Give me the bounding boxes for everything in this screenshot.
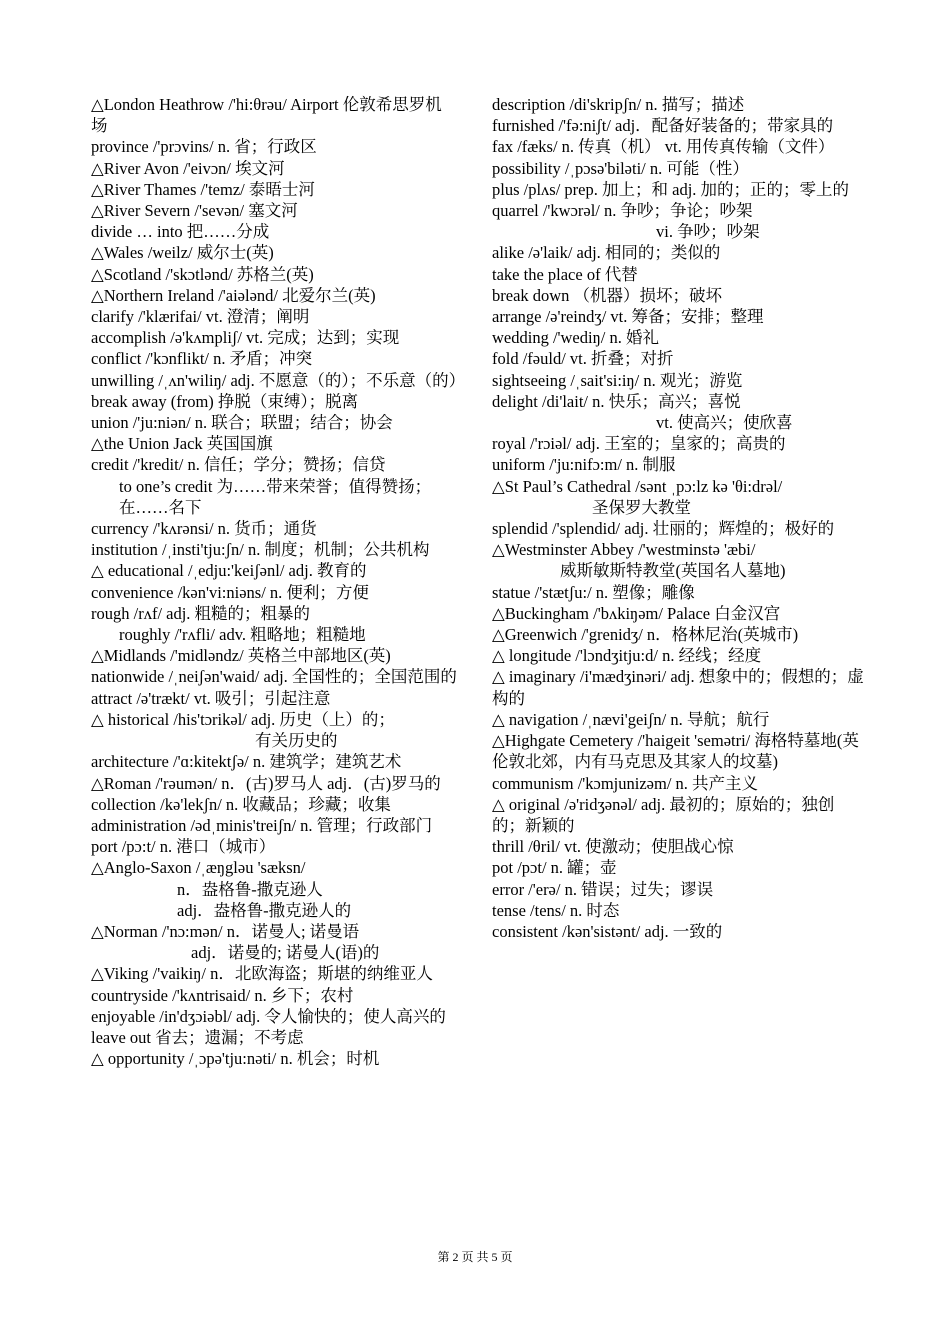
vocab-entry: thrill /θril/ vt. 使激动；使胆战心惊: [492, 837, 734, 857]
vocab-entry: fold /fəuld/ vt. 折叠；对折: [492, 349, 674, 369]
vocab-entry: adj．诺曼的; 诺曼人(语)的: [191, 943, 380, 963]
vocab-entry: △ longitude /'lɔndʒitju:d/ n. 经线；经度: [492, 646, 762, 666]
vocab-entry: to one’s credit 为……带来荣誉；值得赞扬；在……名下: [119, 476, 432, 517]
vocab-entry: port /pɔ:t/ n. 港口（城市）: [91, 837, 276, 857]
vocab-entry: conflict /'kɔnflikt/ n. 矛盾；冲突: [91, 349, 313, 369]
vocab-entry: break away (from) 挣脱（束缚）；脱离: [91, 391, 359, 411]
vocab-entry: △Viking /'vaikiŋ/ n．北欧海盗；斯堪的纳维亚人: [91, 964, 433, 984]
vocab-entry: △Westminster Abbey /'westminstə 'æbi/: [492, 540, 756, 560]
vocab-entry: roughly /'rʌfli/ adv. 粗略地；粗糙地: [119, 625, 366, 645]
vocab-entry: △Norman /'nɔ:mən/ n．诺曼人; 诺曼语: [91, 921, 360, 941]
vocab-entry: furnished /'fə:niʃt/ adj．配备好装备的；带家具的: [492, 116, 834, 136]
vocab-entry: arrange /ə'reindʒ/ vt. 筹备；安排；整理: [492, 307, 764, 327]
vocab-entry: n．盎格鲁-撒克逊人: [177, 879, 323, 899]
vocab-entry: vi. 争吵；吵架: [656, 222, 760, 242]
vocab-entry: △Midlands /'midləndz/ 英格兰中部地区(英): [91, 646, 391, 666]
vocab-entry: △Greenwich /'grenidʒ/ n．格林尼治(英城市): [492, 625, 799, 645]
vocab-entry: possibility /ˌpɔsə'biləti/ n. 可能（性）: [492, 158, 749, 178]
vocab-entry: administration /ədˌminis'treiʃn/ n. 管理；行政部门: [91, 815, 433, 835]
vocab-entry: △River Avon /'eivɔn/ 埃文河: [91, 158, 285, 178]
vocab-entry: uniform /'ju:nifɔ:m/ n. 制服: [492, 455, 676, 475]
vocab-entry: convenience /kən'vi:niəns/ n. 便利；方便: [91, 582, 369, 602]
vocab-entry: clarify /'klærifai/ vt. 澄清；阐明: [91, 307, 310, 327]
vocab-entry: nationwide /ˌneiʃən'waid/ adj. 全国性的；全国范围的: [91, 667, 457, 687]
vocab-entry: sightseeing /ˌsait'si:iŋ/ n. 观光；游览: [492, 370, 743, 390]
vocab-entry: currency /'kʌrənsi/ n. 货币；通货: [91, 519, 317, 539]
vocab-entry: △ opportunity /ˌɔpə'tju:nəti/ n. 机会；时机: [91, 1049, 380, 1069]
vocab-entry: 威斯敏斯特教堂(英国名人墓地): [560, 561, 786, 581]
vocab-entry: leave out 省去；遗漏；不考虑: [91, 1027, 304, 1047]
vocab-entry: △St Paul’s Cathedral /sənt ˌpɔ:lz kə 'θi:drəl/: [492, 476, 783, 496]
vocab-entry: institution /ˌinsti'tju:ʃn/ n. 制度；机制；公共机构: [91, 540, 430, 560]
vocab-entry: delight /di'lait/ n. 快乐；高兴；喜悦: [492, 391, 741, 411]
vocab-entry: △Scotland /'skɔtlənd/ 苏格兰(英): [91, 264, 314, 284]
vocab-entry: △Anglo-Saxon /ˌæŋgləu 'sæksn/: [91, 858, 306, 878]
vocab-entry: statue /'stætʃu:/ n. 塑像；雕像: [492, 582, 695, 602]
right-column: [492, 94, 864, 942]
vocab-entry: union /'ju:niən/ n. 联合；联盟；结合；协会: [91, 413, 393, 433]
vocab-entry: break down （机器）损坏；破坏: [492, 285, 723, 305]
vocab-entry: △London Heathrow /'hi:θrəu/ Airport 伦敦希思罗机场: [91, 95, 442, 136]
vocab-entry: rough /rʌf/ adj. 粗糙的；粗暴的: [91, 603, 311, 623]
vocab-entry: credit /'kredit/ n. 信任；学分；赞扬；信贷: [91, 455, 386, 475]
vocab-entry: pot /pɔt/ n. 罐；壶: [492, 858, 617, 878]
vocab-entry: consistent /kən'sistənt/ adj. 一致的: [492, 921, 723, 941]
vocab-entry: wedding /'wediŋ/ n. 婚礼: [492, 328, 659, 348]
vocab-entry: plus /plʌs/ prep. 加上；和 adj. 加的；正的；零上的: [492, 179, 850, 199]
vocab-entry: error /'erə/ n. 错误；过失；谬误: [492, 879, 714, 899]
vocab-entry: accomplish /ə'kʌmpliʃ/ vt. 完成；达到；实现: [91, 328, 400, 348]
vocab-entry: △ historical /his'tɔrikəl/ adj. 历史（上）的；: [91, 709, 395, 729]
vocab-entry: tense /tens/ n. 时态: [492, 900, 620, 920]
vocab-entry: divide … into 把……分成: [91, 222, 270, 242]
vocab-entry: 有关历史的: [255, 731, 338, 751]
vocab-entry: province /'prɔvins/ n. 省；行政区: [91, 137, 317, 157]
vocab-entry: △River Severn /'sevən/ 塞文河: [91, 201, 298, 221]
vocab-entry: take the place of 代替: [492, 264, 638, 284]
vocab-entry: fax /fæks/ n. 传真（机） vt. 用传真传输（文件）: [492, 137, 835, 157]
page-footer: 第 2 页 共 5 页: [437, 1250, 513, 1264]
vocab-entry: quarrel /'kwɔrəl/ n. 争吵；争论；吵架: [492, 201, 753, 221]
vocab-entry: △ educational /ˌedju:'keiʃənl/ adj. 教育的: [91, 561, 367, 581]
vocab-entry: △ imaginary /i'mædʒinəri/ adj. 想象中的；假想的；虚构的: [492, 667, 864, 708]
left-column: [91, 94, 466, 1069]
vocab-entry: vt. 使高兴；使欣喜: [656, 413, 793, 433]
vocab-entry: △River Thames /'temz/ 泰晤士河: [91, 179, 315, 199]
vocab-entry: △ original /ə'ridʒənəl/ adj. 最初的；原始的；独创的；新颖的: [492, 794, 835, 835]
vocab-entry: 圣保罗大教堂: [592, 497, 691, 517]
vocab-entry: △Highgate Cemetery /'haigeit 'semətri/ 海格特墓地(英伦敦北郊，内有马克思及其家人的坟墓): [492, 731, 859, 772]
vocab-entry: architecture /'ɑ:kitektʃə/ n. 建筑学；建筑艺术: [91, 752, 402, 772]
vocab-entry: splendid /'splendid/ adj. 壮丽的；辉煌的；极好的: [492, 519, 835, 539]
vocab-entry: △Northern Ireland /'aiələnd/ 北爱尔兰(英): [91, 285, 376, 305]
vocab-entry: collection /kə'lekʃn/ n. 收藏品；珍藏；收集: [91, 794, 391, 814]
vocab-entry: description /di'skripʃn/ n. 描写；描述: [492, 95, 745, 114]
vocab-entry: △the Union Jack 英国国旗: [91, 434, 273, 454]
vocab-entry: △ navigation /ˌnævi'geiʃn/ n. 导航；航行: [492, 709, 770, 729]
vocab-entry: adj．盎格鲁-撒克逊人的: [177, 900, 352, 920]
vocab-entry: unwilling /ˌʌn'wiliŋ/ adj. 不愿意（的）；不乐意（的）: [91, 370, 466, 390]
vocab-entry: △Buckingham /'bʌkiŋəm/ Palace 白金汉宫: [492, 603, 781, 623]
vocab-entry: △Wales /weilz/ 威尔士(英): [91, 243, 274, 263]
vocab-entry: royal /'rɔiəl/ adj. 王室的；皇家的；高贵的: [492, 434, 786, 454]
vocab-entry: alike /ə'laik/ adj. 相同的；类似的: [492, 243, 721, 263]
vocab-entry: attract /ə'trækt/ vt. 吸引；引起注意: [91, 688, 331, 708]
vocab-entry: countryside /'kʌntrisaid/ n. 乡下；农村: [91, 985, 354, 1005]
vocab-entry: △Roman /'rəumən/ n．(古)罗马人 adj．(古)罗马的: [91, 773, 441, 793]
vocab-entry: communism /'kɔmjunizəm/ n. 共产主义: [492, 773, 759, 793]
vocab-entry: enjoyable /in'dʒɔiəbl/ adj. 令人愉快的；使人高兴的: [91, 1006, 446, 1026]
